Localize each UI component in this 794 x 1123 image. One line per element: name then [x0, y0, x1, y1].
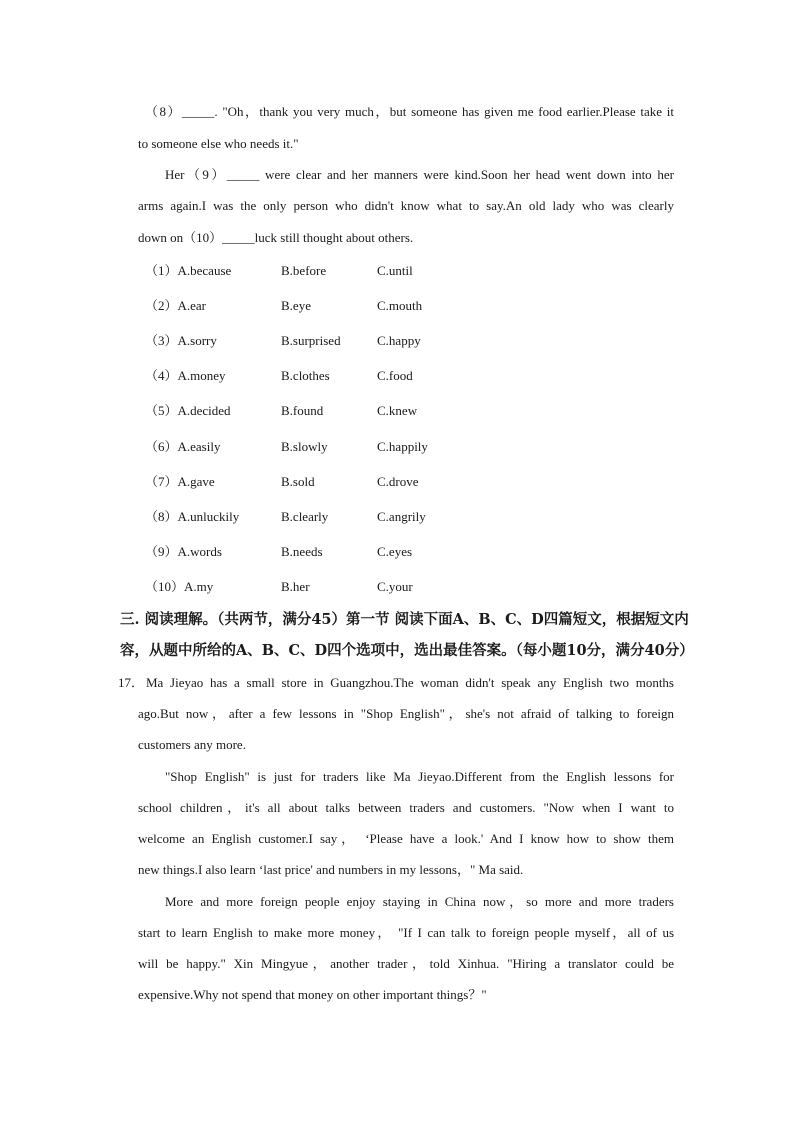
option-row-3: [145, 333, 545, 349]
option-a: （1）A.because: [145, 263, 232, 278]
option-row-5: [145, 403, 545, 419]
passage-line-1: （8）_____. "Oh，thank you very much，but someone has given me food earlier.Please take it: [145, 104, 674, 119]
question-number: 17．: [118, 675, 145, 690]
section-heading-line-1: 三. 阅读理解。（共两节，满分45）第一节 阅读下面A、B、C、D四篇短文，根据短文内: [120, 611, 689, 628]
option-a: （4）A.money: [145, 368, 226, 383]
option-row-7: [145, 474, 545, 490]
passage-line-2: to someone else who needs it.": [138, 136, 299, 151]
q17-line-8: More and more foreign people enjoy staying in China now，so more and more traders: [165, 894, 674, 909]
option-a: （2）A.ear: [145, 298, 207, 313]
section-heading-line-2: 容，从题中所给的A、B、C、D四个选项中，选出最佳答案。（每小题10分，满分40分）: [120, 642, 694, 659]
option-c: C.until: [377, 263, 413, 278]
q17-line-5: school children，it's all about talks between traders and customers. "Now when I want to: [138, 800, 674, 815]
option-a: （6）A.easily: [145, 439, 221, 454]
option-row-6: [145, 439, 545, 455]
option-c: C.knew: [377, 403, 418, 418]
option-a: （8）A.unluckily: [145, 509, 240, 524]
q17-line-2: ago.But now，after a few lessons in "Shop English"，she's not afraid of talking to foreign: [138, 706, 674, 721]
q17-line-11: expensive.Why not spend that money on other important things？": [138, 987, 487, 1002]
option-row-1: [145, 263, 545, 279]
option-b: B.surprised: [281, 333, 341, 348]
option-c: C.eyes: [377, 544, 413, 559]
q17-line-10: will be happy." Xin Mingyue，another trader，told Xinhua. "Hiring a translator could be: [138, 956, 674, 971]
option-b: B.clearly: [281, 509, 329, 524]
option-c: C.food: [377, 368, 413, 383]
option-row-10: [145, 579, 545, 595]
q17-line-3: customers any more.: [138, 737, 246, 752]
option-row-8: [145, 509, 545, 525]
option-c: C.angrily: [377, 509, 426, 524]
option-b: B.found: [281, 403, 324, 418]
passage-line-5: down on（10）_____luck still thought about others.: [138, 230, 414, 245]
option-c: C.happy: [377, 333, 421, 348]
q17-line-7: new things.I also learn ‘last price' and numbers in my lessons，" Ma said.: [138, 862, 524, 877]
passage-line-4: arms again.I was the only person who didn't know what to say.An old lady who was clearly: [138, 198, 674, 213]
option-row-9: [145, 544, 545, 560]
option-c: C.mouth: [377, 298, 423, 313]
option-b: B.needs: [281, 544, 323, 559]
option-a: （10）A.my: [145, 579, 214, 594]
option-c: C.your: [377, 579, 413, 594]
option-a: （5）A.decided: [145, 403, 231, 418]
option-b: B.her: [281, 579, 310, 594]
q17-line-9: start to learn English to make more money， "If I can talk to foreign people myself，all of us: [138, 925, 674, 940]
option-row-4: [145, 368, 545, 384]
option-a: （7）A.gave: [145, 474, 215, 489]
option-b: B.clothes: [281, 368, 330, 383]
option-c: C.happily: [377, 439, 428, 454]
option-b: B.eye: [281, 298, 311, 313]
passage-line-3: Her（9）_____ were clear and her manners were kind.Soon her head went down into her: [165, 167, 674, 182]
q17-line-4: "Shop English" is just for traders like Ma Jieyao.Different from the English lessons for: [165, 769, 674, 784]
option-a: （9）A.words: [145, 544, 222, 559]
option-c: C.drove: [377, 474, 419, 489]
q17-line-6: welcome an English customer.I say， ‘Please have a look.' And I know how to show them: [138, 831, 674, 846]
q17-line-1: Ma Jieyao has a small store in Guangzhou.The woman didn't speak any English two months: [146, 675, 674, 690]
option-b: B.sold: [281, 474, 315, 489]
option-b: B.before: [281, 263, 327, 278]
option-row-2: [145, 298, 545, 314]
option-b: B.slowly: [281, 439, 328, 454]
option-a: （3）A.sorry: [145, 333, 217, 348]
